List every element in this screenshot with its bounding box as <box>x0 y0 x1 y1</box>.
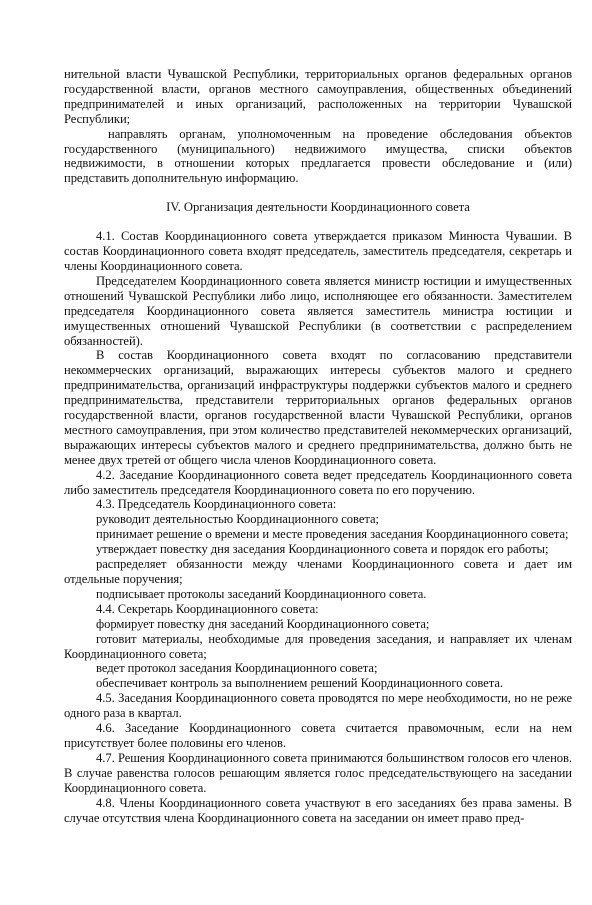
paragraph: 4.3. Председатель Координационного совета: <box>96 497 337 512</box>
paragraph: В состав Координационного совета входят по согласованию представители некоммерческих организаций, выражающих интересы субъектов малого и среднего предпринимательства, организаций инфраструктуры поддержки субъектов малого и среднего предпринимательства, представители территориальных органов федеральных органов государственной власти, органов государственной власти Чувашской Республики, органов местного самоуправления, при этом количество представителей некоммерческих организаций, выражающих интересы субъектов малого и среднего предпринимательства, должно быть не менее двух третей от общего числа членов Координационного совета. <box>64 348 572 467</box>
paragraph: Председателем Координационного совета является министр юстиции и имущественных отношений Чувашской Республики либо лицо, исполняющее его обязанности. Заместителем председателя Координационного совета является заместитель министра юстиции и имущественных отношений Чувашской Республики (в соответствии с распределением обязанностей). <box>64 273 572 348</box>
paragraph: направлять органам, уполномоченным на проведение обследования объектов государственного (муниципального) недвижимого имущества, списки объектов недвижимости, в отношении которых предлагается провести обследование и (или) представить дополнительную информацию. <box>64 126 572 186</box>
list-item: руководит деятельностью Координационного совета; <box>96 512 379 527</box>
list-item: подписывает протоколы заседаний Координационного совета. <box>96 586 427 601</box>
paragraph: 4.7. Решения Координационного совета принимаются большинством голосов его членов. В случае равенства голосов решающим является голос председательствующего на заседании Координационного совета. <box>64 750 572 795</box>
paragraph-continuation: нительной власти Чувашской Республики, территориальных органов федеральных органов государственной власти, органов местного самоуправления, общественных объединений предпринимателей и иных организаций, расположенных на территории Чувашской Республики; <box>64 67 572 126</box>
paragraph: 4.1. Состав Координационного совета утверждается приказом Минюста Чувашии. В состав Координационного совета входят председатель, заместитель председателя, секретарь и члены Координационного совета. <box>64 229 572 273</box>
list-item: принимает решение о времени и месте проведения заседания Координационного совета; <box>96 527 569 542</box>
list-item: ведет протокол заседания Координационного совета; <box>96 661 378 676</box>
list-item: обеспечивает контроль за выполнением решений Координационного совета. <box>96 676 503 691</box>
paragraph: 4.4. Секретарь Координационного совета: <box>96 601 319 616</box>
paragraph: 4.2. Заседание Координационного совета ведет председатель Координационного совета либо заместитель председателя Координационного совета по его поручению. <box>64 467 572 497</box>
list-item: утверждает повестку дня заседания Координационного совета и порядок его работы; <box>96 542 549 557</box>
paragraph: 4.8. Члены Координационного совета участвуют в его заседаниях без права замены. В случае отсутствия члена Координационного совета на заседании он имеет право пред- <box>64 795 572 825</box>
list-item: готовит материалы, необходимые для проведения заседания, и направляет их членам Координационного совета; <box>64 631 572 661</box>
section-heading: IV. Организация деятельности Координационного совета <box>166 200 470 215</box>
document-body <box>64 67 572 825</box>
paragraph: 4.6. Заседание Координационного совета считается правомочным, если на нем присутствует более половины его членов. <box>64 721 572 750</box>
list-item: формирует повестку дня заседаний Координационного совета; <box>96 616 430 631</box>
list-item: распределяет обязанности между членами Координационного совета и дает им отдельные поручения; <box>64 557 572 586</box>
paragraph: 4.5. Заседания Координационного совета проводятся по мере необходимости, но не реже одного раза в квартал. <box>64 691 572 721</box>
